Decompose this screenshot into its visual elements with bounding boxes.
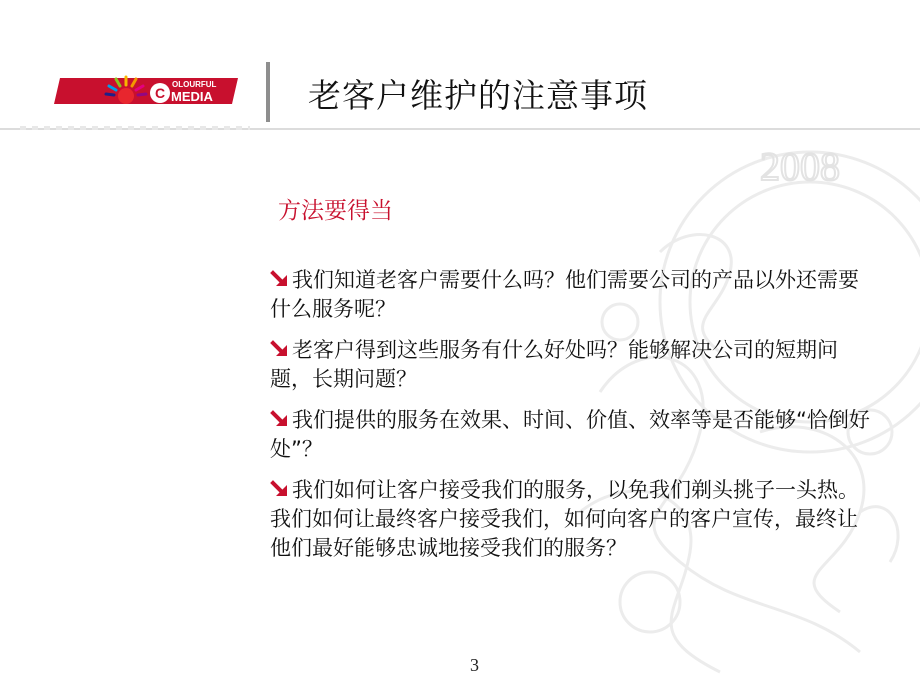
bullet-text: 我们提供的服务在效果、时间、价值、效率等是否能够“恰倒好处”？ — [270, 408, 870, 461]
logo-text-main: MEDIA — [171, 89, 213, 104]
watermark-year: 2008 — [760, 144, 840, 189]
bullet-list — [270, 266, 870, 575]
bullet-text: 我们知道老客户需要什么吗？他们需要公司的产品以外还需要什么服务呢？ — [270, 268, 859, 321]
logo-text-top: OLOURFUL — [172, 80, 217, 89]
arrow-down-right-icon — [270, 269, 292, 289]
arrow-down-right-icon — [270, 339, 292, 359]
page-title: 老客户维护的注意事项 — [308, 76, 648, 115]
header-divider — [266, 62, 270, 122]
bullet-item — [270, 336, 870, 394]
bullet-item — [270, 476, 870, 563]
page-number: 3 — [470, 655, 479, 675]
bullet-text: 我们如何让客户接受我们的服务，以免我们剃头挑子一头热。我们如何让最终客户接受我们，如何向客户的客户宣传，最终让他们最好能够忠诚地接受我们的服务？ — [270, 478, 859, 560]
bullet-item — [270, 266, 870, 324]
header — [0, 0, 920, 132]
bullet-item — [270, 406, 870, 464]
section-heading: 方法要得当 — [278, 198, 393, 224]
arrow-down-right-icon — [270, 409, 292, 429]
logo-letter: C — [154, 85, 166, 101]
arrow-down-right-icon — [270, 479, 292, 499]
header-dotted-rule — [20, 126, 250, 130]
bullet-text: 老客户得到这些服务有什么好处吗？能够解决公司的短期问题，长期问题？ — [270, 338, 838, 391]
company-logo — [52, 66, 242, 108]
